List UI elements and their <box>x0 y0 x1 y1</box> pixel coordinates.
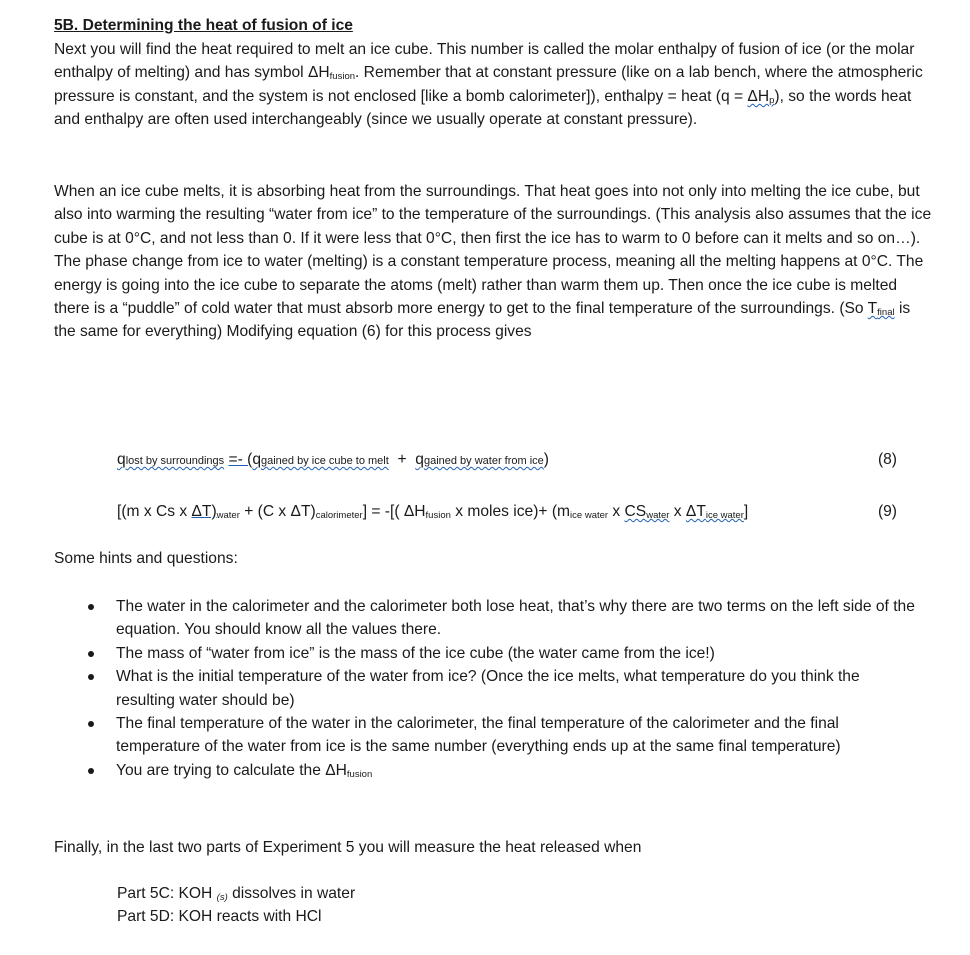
list-item <box>82 759 922 782</box>
q-gained-ice <box>252 451 389 468</box>
fusion-subscript: fusion <box>425 510 451 521</box>
intro-paragraph <box>54 38 934 132</box>
t-symbol: T <box>867 300 878 318</box>
eq9-part3: ] = -[( ΔH <box>362 503 426 520</box>
equation-number-8: (8) <box>877 451 897 468</box>
minus-paren: - ( <box>237 451 253 468</box>
bullet-text: The mass of “water from ice” is the mass of the ice cube (the water came from the ice!) <box>116 644 715 662</box>
p-subscript: p <box>769 94 775 106</box>
eq9-part6: x <box>669 503 686 520</box>
equation-8 <box>117 448 897 473</box>
bullet-icon <box>88 721 94 727</box>
finally-paragraph: Finally, in the last two parts of Experiment 5 you will measure the heat released when <box>54 839 642 856</box>
water-subscript: water <box>216 510 240 521</box>
bullet-icon <box>88 768 94 774</box>
q-gained-water <box>415 451 544 468</box>
q-symbol: q <box>117 451 126 468</box>
delta-t-ice-water <box>686 503 744 520</box>
bullet-text: What is the initial temperature of the water from ice? (Once the ice melts, what temperature do you think the resulting water should be) <box>116 668 860 709</box>
eq9-part2: + (C x ΔT) <box>239 503 316 520</box>
para1-text-b: . Remember that at constant pressure (like on a lab bench, where the atmospheric pressure is constant, and the system is not enclosed [like a bomb calorimeter]), enthalpy = heat (q = <box>54 64 923 105</box>
part-5c-rest: dissolves in water <box>227 885 356 902</box>
solid-subscript: (s) <box>216 892 228 903</box>
delta-t-water <box>192 503 240 520</box>
bullet-icon <box>88 604 94 610</box>
eq9-part7: ] <box>743 503 749 520</box>
melting-paragraph <box>54 180 934 344</box>
bullet-icon <box>88 674 94 680</box>
hints-list <box>82 595 922 782</box>
q-lost-subscript: lost by surroundings <box>125 455 225 467</box>
water-subscript: water <box>646 510 670 521</box>
q-symbol: q <box>415 451 424 468</box>
final-subscript: final <box>877 307 895 319</box>
fusion-subscript: fusion <box>329 71 356 83</box>
delta-h: ΔH <box>747 87 770 105</box>
eq9-part4: x moles ice)+ (m <box>450 503 571 520</box>
eq9-part1: [(m x Cs x <box>117 503 192 520</box>
para1-text-c: ), so the words heat and enthalpy are often used interchangeably (since we usually operate at constant pressure). <box>54 87 912 129</box>
part-5c <box>117 882 355 905</box>
list-item <box>82 595 922 642</box>
delta-h-p <box>747 88 774 105</box>
eq9-part5: x <box>608 503 625 520</box>
q-lost <box>117 451 224 468</box>
q-gained-water-subscript: gained by water from ice <box>423 455 544 467</box>
part-5c-label: Part 5C: KOH <box>117 885 217 902</box>
part-5d: Part 5D: KOH reacts with HCl <box>117 908 322 925</box>
list-item <box>82 642 922 665</box>
list-item <box>82 712 922 759</box>
plus-sign: + <box>397 451 407 468</box>
bullet-text: The final temperature of the water in the calorimeter, the final temperature of the calorimeter and the final temperature of the water from ice is the same number (everything ends up at the same final temperature) <box>116 715 841 756</box>
cs-symbol: CS <box>624 503 647 520</box>
fusion-subscript: fusion <box>346 768 373 780</box>
para2-text-b: is the same for everything) Modifying equation (6) for this process gives <box>54 300 911 341</box>
q-gained-ice-subscript: gained by ice cube to melt <box>261 455 389 467</box>
ice-water-subscript: ice water <box>570 510 609 521</box>
list-item <box>82 665 922 712</box>
cs-water <box>625 503 670 520</box>
close-paren: ) <box>543 451 549 468</box>
equation-9 <box>117 500 897 523</box>
hints-heading: Some hints and questions: <box>54 550 238 567</box>
section-heading: 5B. Determining the heat of fusion of ice <box>54 17 353 34</box>
t-final <box>868 300 895 317</box>
q-symbol: q <box>252 451 261 468</box>
para2-text-a: When an ice cube melts, it is absorbing heat from the surroundings. That heat goes into not only into melting the ice cube, but also into warming the resulting “water from ice” to the temperature of the surroundings. (This analysis also assumes that the ice cube is at 0°C, and not less than 0. If it were less that 0°C, then first the ice has to warm to 0 before can it melts and so on…). The phase change from ice to water (melting) is a constant temperature process, meaning all the melting happens at 0°C. The energy is going into the ice cube to separate the atoms (melt) rather than warm them up. Then once the ice cube is melted there is a “puddle” of cold water that must absorb more energy to get to the final temperature of the surroundings. (So <box>54 183 932 318</box>
calorimeter-subscript: calorimeter <box>315 510 363 521</box>
delta-t: ΔT <box>685 503 706 520</box>
ice-water-subscript: ice water <box>705 510 744 521</box>
bullet-icon <box>88 651 94 657</box>
bullet-text: The water in the calorimeter and the calorimeter both lose heat, that’s why there are two terms on the left side of the equation. You should know all the values there. <box>116 598 915 639</box>
equation-number-9: (9) <box>877 503 897 520</box>
delta-t: ΔT) <box>191 503 217 520</box>
para1-text-a: Next you will find the heat required to melt an ice cube. This number is called the molar enthalpy of fusion of ice (or the molar enthalpy of melting) and has symbol ΔH <box>54 41 915 82</box>
equals-sign: = <box>228 451 238 468</box>
bullet-text: You are trying to calculate the ΔH <box>116 761 347 779</box>
